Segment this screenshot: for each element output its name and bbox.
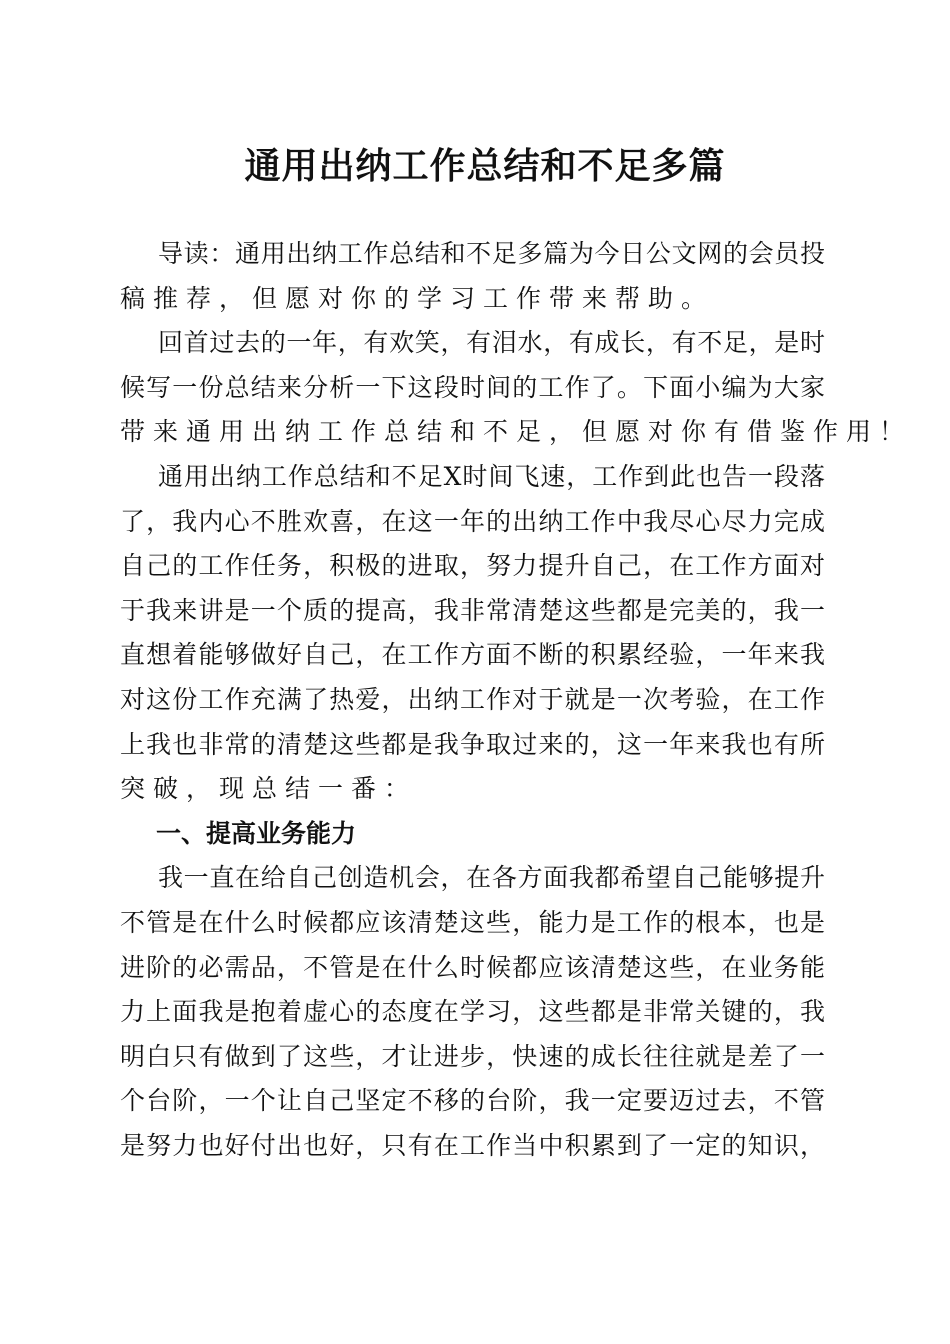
text-line: 力上面我是抱着虚心的态度在学习，这些都是非常关键的，我	[120, 997, 825, 1027]
text-line: 明白只有做到了这些，才让进步，快速的成长往往就是差了一	[120, 1041, 825, 1071]
text-line: 直想着能够做好自己，在工作方面不断的积累经验，一年来我	[120, 640, 825, 670]
document-body	[120, 232, 913, 1168]
text-line: 进阶的必需品，不管是在什么时候都应该清楚这些，在业务能	[120, 952, 825, 982]
text-line: 个台阶，一个让自己坚定不移的台阶，我一定要迈过去，不管	[120, 1086, 825, 1116]
text-line: 候写一份总结来分析一下这段时间的工作了。下面小编为大家	[120, 372, 825, 402]
text-line: 了，我内心不胜欢喜，在这一年的出纳工作中我尽心尽力完成	[120, 506, 825, 536]
section-heading: 一、提高业务能力	[156, 818, 357, 848]
text-line: 带来通用出纳工作总结和不足，但愿对你有借鉴作用！	[120, 417, 913, 447]
text-line: 我一直在给自己创造机会，在各方面我都希望自己能够提升	[158, 863, 825, 893]
text-line: 通用出纳工作总结和不足X时间飞速，工作到此也告一段落	[158, 461, 825, 491]
text-line: 稿推荐，但愿对你的学习工作带来帮助。	[120, 283, 715, 313]
text-line: 不管是在什么时候都应该清楚这些，能力是工作的根本，也是	[120, 907, 825, 937]
text-line: 自己的工作任务，积极的进取，努力提升自己，在工作方面对	[120, 551, 825, 581]
text-line: 导读：通用出纳工作总结和不足多篇为今日公文网的会员投	[158, 239, 825, 268]
document-title: 通用出纳工作总结和不足多篇	[244, 145, 726, 187]
text-line: 上我也非常的清楚这些都是我争取过来的，这一年来我也有所	[120, 729, 825, 759]
text-line: 突破，现总结一番：	[120, 774, 418, 804]
text-line: 于我来讲是一个质的提高，我非常清楚这些都是完美的，我一	[120, 595, 825, 625]
text-line: 是努力也好付出也好，只有在工作当中积累到了一定的知识，	[120, 1130, 825, 1160]
text-line: 对这份工作充满了热爱，出纳工作对于就是一次考验，在工作	[120, 684, 825, 714]
text-line: 回首过去的一年，有欢笑，有泪水，有成长，有不足，是时	[158, 328, 825, 358]
